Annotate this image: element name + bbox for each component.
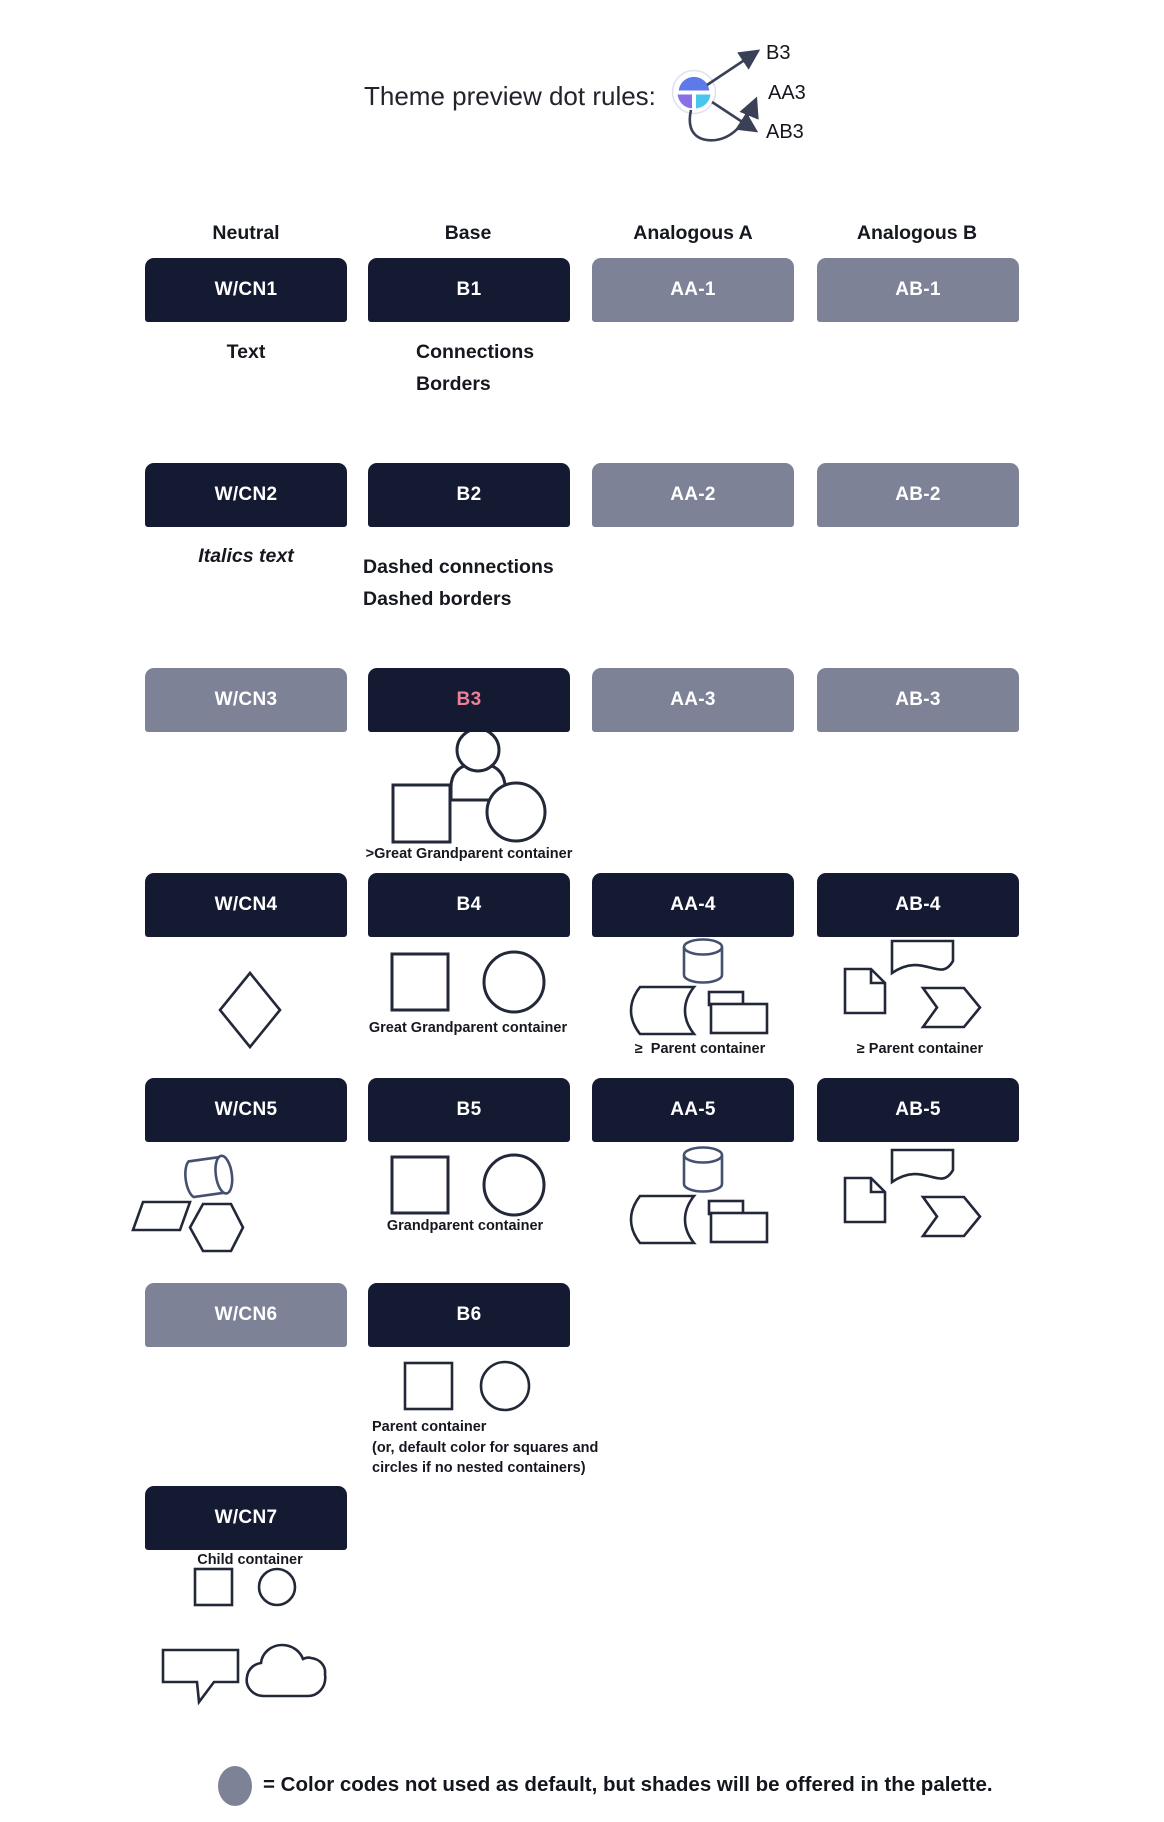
square-icon: [195, 1569, 232, 1605]
note-icon: [845, 969, 885, 1013]
caption-aa4: ≥ Parent container: [634, 1041, 766, 1057]
caption-b4: Great Grandparent container: [368, 1020, 568, 1036]
swatch-wcn7: [145, 1486, 347, 1550]
aa4-shapes: [631, 940, 767, 1035]
swatch-label: W/CN2: [214, 484, 278, 505]
wcn5-shapes: [133, 1155, 243, 1251]
swatch-aa4: [592, 873, 794, 937]
parallelogram-icon: [133, 1202, 190, 1230]
stored-data-icon: [631, 1196, 694, 1243]
b5-shapes: [392, 1155, 544, 1215]
caption-b5: Grandparent container: [386, 1218, 544, 1234]
cylinder-icon: [684, 940, 722, 983]
swatch-ab1: [817, 258, 1019, 322]
swatch-label: AB-1: [895, 279, 941, 300]
person-head-icon: [457, 729, 499, 771]
folder-icon: [709, 1201, 767, 1242]
swatch-ab2: [817, 463, 1019, 527]
column-header-base: Base: [444, 222, 492, 244]
legend-dot-icon: [218, 1766, 252, 1806]
document-icon: [892, 941, 953, 973]
swatch-aa5: [592, 1078, 794, 1142]
caption-b6-line3: circles if no nested containers): [372, 1460, 586, 1476]
swatch-label: B6: [456, 1304, 482, 1325]
b3-shapes: [393, 729, 545, 842]
cylinder-horizontal-icon: [183, 1155, 234, 1199]
swatch-label: B2: [456, 484, 482, 505]
swatch-aa1: [592, 258, 794, 322]
dot-target-ab3: AB3: [766, 121, 804, 143]
swatch-label: W/CN3: [214, 689, 278, 710]
arrow-to-ab3: [712, 102, 756, 131]
aa5-shapes: [631, 1148, 767, 1244]
swatch-label: AB-3: [895, 689, 941, 710]
swatch-label: B5: [456, 1099, 482, 1120]
note-text: Text: [226, 341, 266, 363]
caption-b3: >Great Grandparent container: [365, 846, 573, 862]
circle-icon: [484, 952, 544, 1012]
b4-shapes: [392, 952, 544, 1012]
swatch-b1: [368, 258, 570, 322]
note-connections: Connections: [416, 341, 535, 363]
swatch-ab3: [817, 668, 1019, 732]
swatch-label: AA-2: [670, 484, 716, 505]
swatch-ab5: [817, 1078, 1019, 1142]
ab5-shapes: [845, 1150, 980, 1236]
chevron-icon: [923, 1197, 980, 1236]
note-italics-text: Italics text: [198, 545, 294, 567]
folder-icon: [709, 992, 767, 1033]
swatch-label: W/CN4: [214, 894, 278, 915]
swatch-b3: [368, 668, 570, 732]
column-header-analogous-a: Analogous A: [633, 222, 753, 244]
circle-icon: [484, 1155, 544, 1215]
swatch-label: W/CN1: [214, 279, 278, 300]
document-icon: [892, 1150, 953, 1182]
swatch-ab4: [817, 873, 1019, 937]
note-dashed-borders: Dashed borders: [363, 588, 512, 610]
note-icon: [845, 1178, 885, 1222]
swatch-label: AB-4: [895, 894, 941, 915]
swatch-label: AA-5: [670, 1099, 716, 1120]
swatch-b2: [368, 463, 570, 527]
swatch-label: B1: [456, 279, 482, 300]
swatch-b6: [368, 1283, 570, 1347]
chevron-icon: [923, 988, 980, 1027]
swatch-label: W/CN7: [214, 1507, 278, 1528]
ab4-shapes: [845, 941, 980, 1027]
caption-b6-line2: (or, default color for squares and: [372, 1440, 599, 1456]
dot-target-aa3: AA3: [768, 82, 806, 104]
column-header-neutral: Neutral: [212, 222, 280, 244]
swatch-b4: [368, 873, 570, 937]
note-dashed-connections: Dashed connections: [363, 556, 554, 578]
swatch-label: W/CN6: [214, 1304, 278, 1325]
swatch-wcn4: [145, 873, 347, 937]
swatch-aa2: [592, 463, 794, 527]
note-borders: Borders: [416, 373, 491, 395]
theme-preview-dot-icon: [673, 71, 716, 114]
square-icon: [393, 785, 450, 842]
caption-wcn7: Child container: [197, 1552, 303, 1568]
swatch-wcn5: [145, 1078, 347, 1142]
wcn7-shapes: [163, 1569, 325, 1702]
b6-shapes: [405, 1362, 529, 1410]
dot-target-b3: B3: [766, 42, 791, 64]
page-title: Theme preview dot rules:: [364, 81, 656, 111]
caption-b6-line1: Parent container: [372, 1419, 487, 1435]
square-icon: [392, 954, 448, 1010]
circle-icon: [481, 1362, 529, 1410]
legend-text: = Color codes not used as default, but shades will be offered in the palette.: [263, 1773, 993, 1796]
stored-data-icon: [631, 987, 694, 1034]
swatch-wcn2: [145, 463, 347, 527]
wcn4-shapes: [220, 973, 280, 1047]
cloud-icon: [247, 1645, 326, 1696]
column-header-analogous-b: Analogous B: [856, 222, 978, 244]
swatch-label: AB-5: [895, 1099, 941, 1120]
swatch-label: B3: [456, 689, 482, 710]
swatch-label: AA-1: [670, 279, 716, 300]
swatch-wcn6: [145, 1283, 347, 1347]
square-icon: [392, 1157, 448, 1213]
swatch-wcn1: [145, 258, 347, 322]
caption-ab4: ≥ Parent container: [856, 1041, 984, 1057]
square-icon: [405, 1363, 452, 1409]
swatch-wcn3: [145, 668, 347, 732]
circle-icon: [259, 1569, 295, 1605]
swatch-label: B4: [456, 894, 482, 915]
swatch-label: AA-3: [670, 689, 716, 710]
diamond-icon: [220, 973, 280, 1047]
swatch-label: AA-4: [670, 894, 716, 915]
swatch-label: W/CN5: [214, 1099, 278, 1120]
swatch-aa3: [592, 668, 794, 732]
swatch-label: AB-2: [895, 484, 941, 505]
hexagon-icon: [190, 1204, 243, 1251]
circle-icon: [487, 783, 545, 841]
cylinder-icon: [684, 1148, 722, 1192]
arrow-to-b3: [707, 51, 758, 85]
speech-bubble-icon: [163, 1650, 238, 1702]
swatch-b5: [368, 1078, 570, 1142]
